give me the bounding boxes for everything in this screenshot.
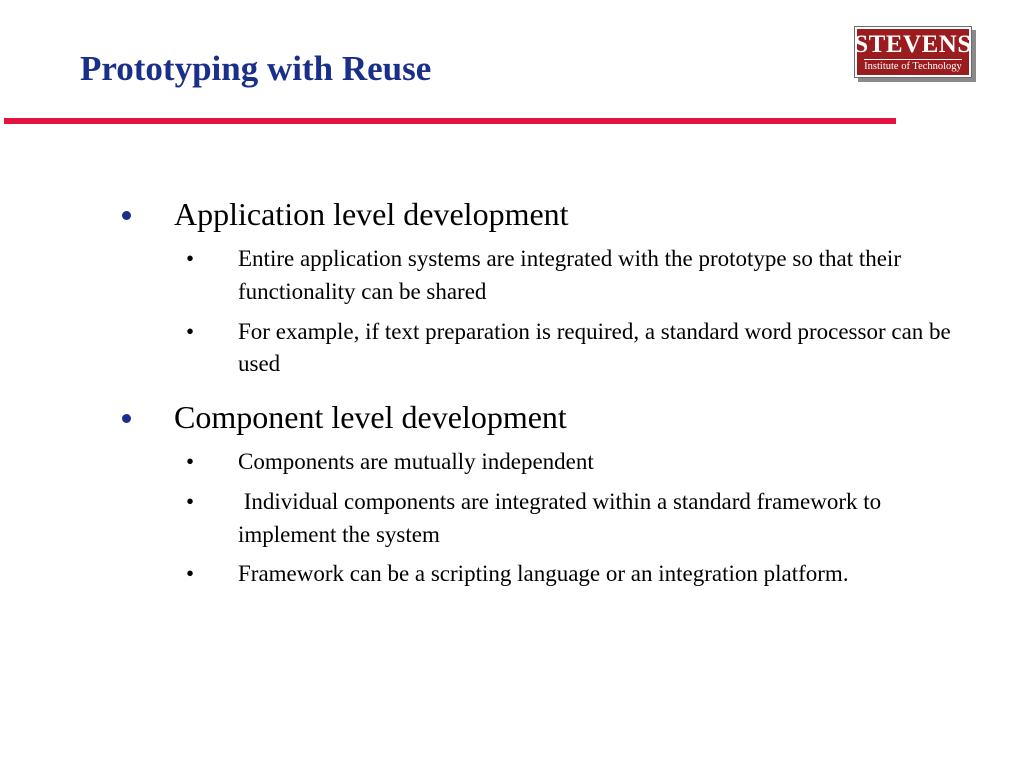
list-item [0,243,1024,308]
list-item-text: For example, if text preparation is required, a standard word processor can be used [238,318,951,377]
bullet-icon: • [186,449,195,475]
stevens-logo [854,26,972,78]
section-heading-application [0,195,1024,233]
bullet-icon: • [186,489,195,515]
list-item-text: Components are mutually independent [238,449,594,475]
section-heading-component [0,398,1024,436]
title-divider [4,118,896,124]
slide-body [0,195,1024,598]
section-heading-text: Component level development [174,399,567,436]
bullet-dot-icon [122,211,131,220]
bullet-icon: • [186,246,195,272]
list-item-text: Entire application systems are integrated with the prototype so that their functionality can be shared [238,246,901,305]
list-item [0,316,1024,381]
logo-plate [854,29,972,75]
list-item-text: Individual components are integrated within a standard framework to implement the system [238,489,887,547]
slide-title: Prototyping with Reuse [80,49,432,88]
list-item [0,446,1024,479]
list-item-text: Framework can be a scripting language or an integration platform. [238,561,849,587]
logo-subtitle: Institute of Technology [864,60,962,72]
list-item [0,558,1024,591]
section-heading-text: Application level development [174,196,569,232]
bullet-icon: • [186,318,195,344]
bullet-dot-icon [122,414,131,423]
list-item [0,486,1024,551]
bullet-icon: • [186,561,195,587]
logo-name: STEVENS [854,30,972,58]
